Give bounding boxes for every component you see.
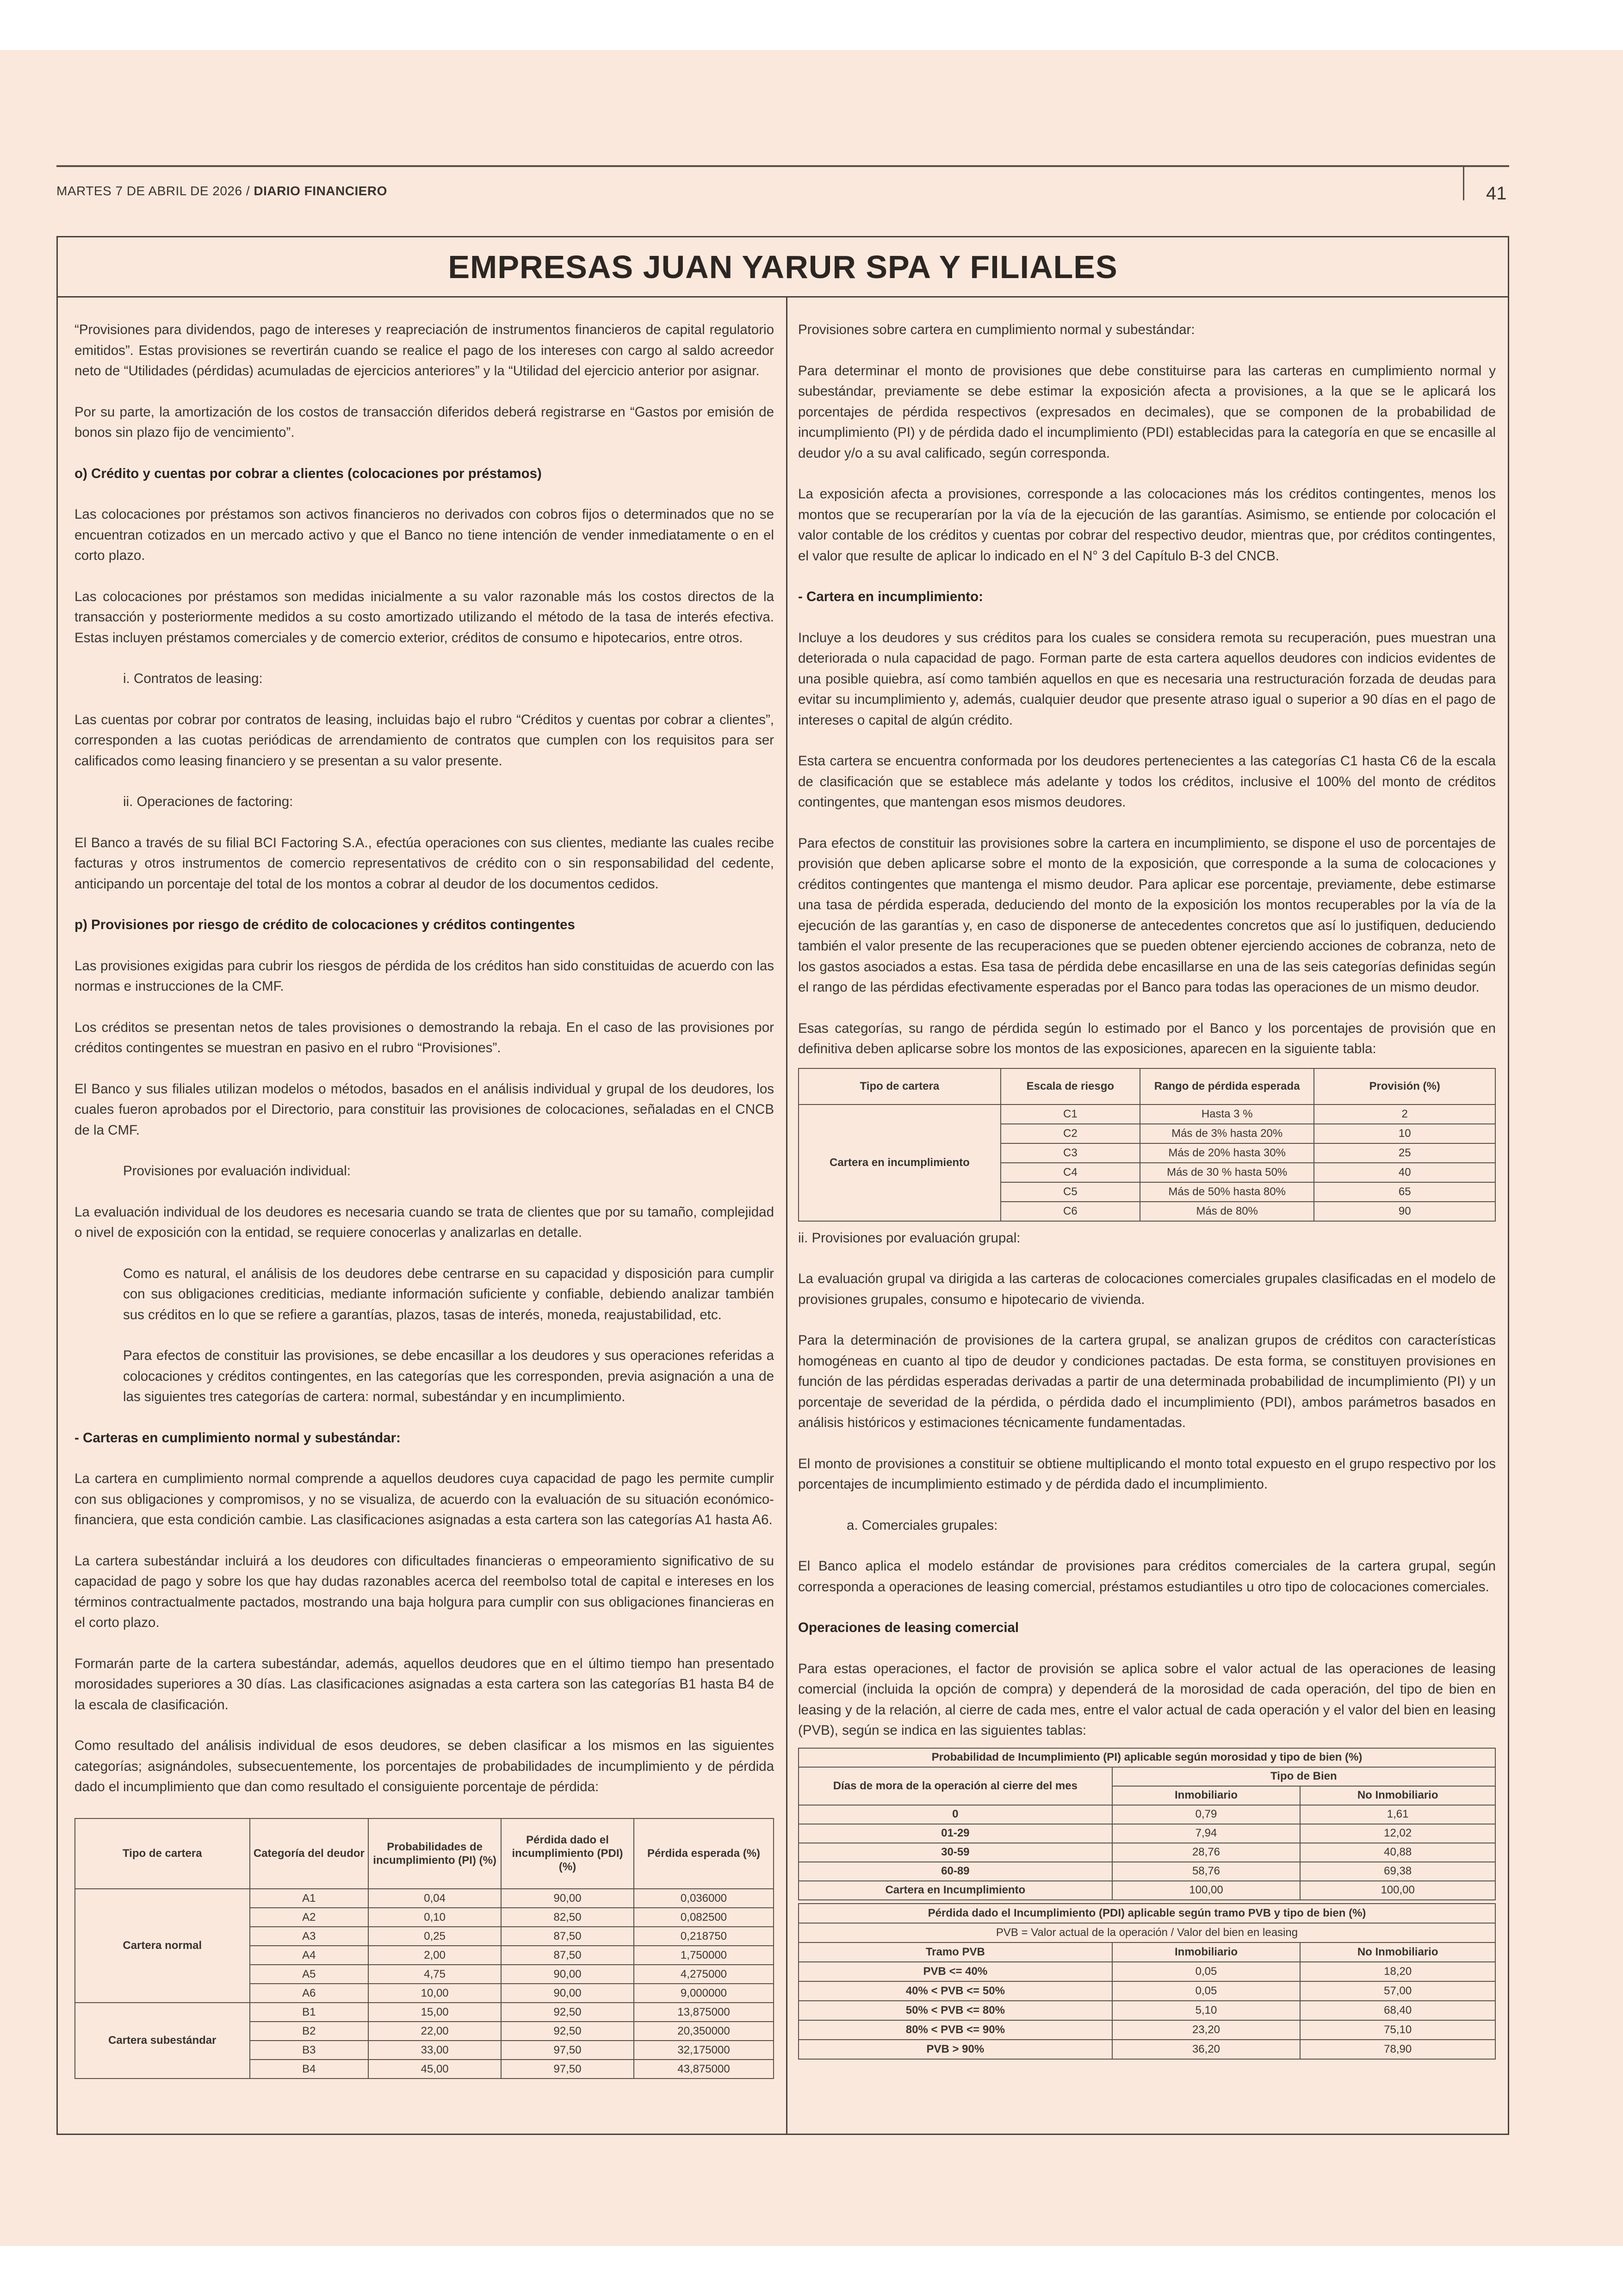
- table-cell: C4: [1001, 1163, 1140, 1182]
- table-row: [799, 1824, 1495, 1843]
- table-cell: 75,10: [1300, 2020, 1495, 2040]
- table-cell: 0,082500: [634, 1908, 774, 1927]
- section-heading-o: o) Crédito y cuentas por cobrar a clientes (colocaciones por préstamos): [74, 465, 542, 481]
- table-cell: 5,10: [1112, 2001, 1301, 2020]
- table-header: Tipo de cartera: [799, 1068, 1001, 1105]
- table-cell: 23,20: [1112, 2020, 1301, 2040]
- table-row: [799, 1105, 1495, 1124]
- table-cell: 28,76: [1112, 1843, 1301, 1862]
- table-cell: 43,875000: [634, 2060, 774, 2079]
- paragraph: Para efectos de constituir las provisiones sobre la cartera en incumplimiento, se dispone el uso de porcentajes de provisión que deben aplicarse sobre el monto de la exposición, que corresponde a la suma de colocaciones y créditos contingentes que mantenga el mismo deudor. Para aplicar ese porcentaje, previamente, debe estimarse una tasa de pérdida esperada, deduciendo del monto de la exposición los montos recuperables por la vía de la ejecución de las garantías y, en caso de disponerse de antecedentes concretos que así lo justifiquen, deduciendo también el valor presente de las recuperaciones que se pueden obtener ejerciendo acciones de cobranza, neto de los gastos asociados a estas. Esa tasa de pérdida debe encasillarse en una de las seis categorías definidas según el rango de las pérdidas efectivamente esperadas por el Banco para todas las operaciones de un mismo deudor.: [798, 835, 1496, 995]
- table-cell: 90,00: [501, 1965, 634, 1984]
- table-cell: 0,04: [368, 1889, 501, 1908]
- table-cell: 25: [1314, 1143, 1495, 1163]
- table-cell: 01-29: [799, 1824, 1112, 1843]
- table-cell: 0,05: [1112, 1962, 1301, 1981]
- table-header: Rango de pérdida esperada: [1140, 1068, 1314, 1105]
- pdi-table: [798, 1903, 1496, 2060]
- table-cell: 78,90: [1300, 2040, 1495, 2059]
- paragraph: Para determinar el monto de provisiones que debe constituirse para las carteras en cumplimiento normal y subestándar, previamente se debe estimar la exposición afecta a provisiones, a la que se le aplicará los porcentajes de pérdida respectivos (expresados en decimales), que se componen de la probabilidad de incumplimiento (PI) y de pérdida dado el incumplimiento (PDI) establecidas para la categoría en que se encasille al deudor y/o a su aval calificado, según corresponda.: [798, 363, 1496, 461]
- group-label: Cartera normal: [75, 1889, 250, 2003]
- table-cell: 1,61: [1300, 1805, 1495, 1824]
- paragraph: La exposición afecta a provisiones, corresponde a las colocaciones más los créditos contingentes, menos los montos que se recuperarían por la vía de la ejecución de las garantías. Asimismo, se entiende por colocación el valor contable de los créditos y cuentas por cobrar del respectivo deudor, mientras que, por créditos contingentes, el valor que resulte de aplicar lo indicado en el N° 3 del Capítulo B-3 del CNCB.: [798, 486, 1496, 564]
- paragraph: Las cuentas por cobrar por contratos de leasing, incluidas bajo el rubro “Créditos y cuentas por cobrar a clientes”, corresponden a las cuotas periódicas de arrendamiento de contratos que cumplen con los requisitos para ser calificados como leasing financiero y se presentan a su valor presente.: [74, 712, 774, 769]
- table-cell: 69,38: [1300, 1862, 1495, 1881]
- table-cell: 87,50: [501, 1946, 634, 1965]
- table-header-row: [75, 1818, 774, 1889]
- table-header: Pérdida esperada (%): [634, 1818, 774, 1889]
- table-row: [799, 1962, 1495, 1981]
- table-cell: Hasta 3 %: [1140, 1105, 1314, 1124]
- section-heading-normal-substandard: - Carteras en cumplimiento normal y subestándar:: [74, 1430, 401, 1446]
- paragraph: La evaluación individual de los deudores es necesaria cuando se trata de clientes que por su tamaño, complejidad o nivel de exposición con la entidad, se requiere conocerlas y analizarlas en detalle.: [74, 1204, 774, 1240]
- paragraph: El Banco y sus filiales utilizan modelos o métodos, basados en el análisis individual y grupal de los deudores, los cuales fueron aprobados por el Directorio, para constituir las provisiones de colocaciones, señaladas en el CNCB de la CMF.: [74, 1081, 774, 1138]
- table-cell: 22,00: [368, 2022, 501, 2041]
- table-cell: PVB <= 40%: [799, 1962, 1112, 1981]
- paragraph: Los créditos se presentan netos de tales provisiones o demostrando la rebaja. En el caso de las provisiones por créditos contingentes se muestran en pasivo en el rubro “Provisiones”.: [74, 1019, 774, 1055]
- table-header: Tramo PVB: [799, 1942, 1112, 1962]
- subsection-leasing: i. Contratos de leasing:: [123, 671, 263, 686]
- table-cell: 4,275000: [634, 1965, 774, 1984]
- table-cell: B1: [250, 2003, 369, 2022]
- paragraph: Esas categorías, su rango de pérdida según lo estimado por el Banco y los porcentajes de provisión que en definitiva deben aplicarse sobre los montos de las exposiciones, aparecen en la siguiente tabla:: [798, 1020, 1496, 1056]
- subsection-commercial: a. Comerciales grupales:: [847, 1517, 998, 1533]
- table-cell: 1,750000: [634, 1946, 774, 1965]
- table-formula: PVB = Valor actual de la operación / Valor del bien en leasing: [799, 1923, 1495, 1942]
- table-cell: 0,10: [368, 1908, 501, 1927]
- table-header: Tipo de cartera: [75, 1818, 250, 1889]
- right-column: [798, 320, 1496, 2060]
- table-cell: A3: [250, 1927, 369, 1946]
- paragraph: La cartera en cumplimiento normal comprende a aquellos deudores cuya capacidad de pago les permite cumplir con sus obligaciones y compromisos, y no se visualiza, de acuerdo con la evaluación de su situación económico-financiera, que esta condición cambie. Las clasificaciones asignadas a esta cartera son las categorías A1 hasta A6.: [74, 1471, 774, 1527]
- table-row: [75, 1889, 774, 1908]
- table-cell: Más de 80%: [1140, 1202, 1314, 1221]
- table-cell: 36,20: [1112, 2040, 1301, 2059]
- paragraph: Por su parte, la amortización de los costos de transacción diferidos deberá registrarse en “Gastos por emisión de bonos sin plazo fijo de vencimiento”.: [74, 404, 774, 440]
- section-heading-default: - Cartera en incumplimiento:: [798, 589, 983, 604]
- table-cell: C2: [1001, 1124, 1140, 1143]
- table-cell: 18,20: [1300, 1962, 1495, 1981]
- table-cell: 80% < PVB <= 90%: [799, 2020, 1112, 2040]
- table-cell: 40: [1314, 1163, 1495, 1182]
- table-cell: 97,50: [501, 2041, 634, 2060]
- table-cell: 90,00: [501, 1889, 634, 1908]
- header-publication: DIARIO FINANCIERO: [254, 184, 387, 198]
- table-cell: 0,05: [1112, 1981, 1301, 2001]
- table-cell: B2: [250, 2022, 369, 2041]
- section-heading-p: p) Provisiones por riesgo de crédito de colocaciones y créditos contingentes: [74, 917, 575, 932]
- table-title: Pérdida dado el Incumplimiento (PDI) aplicable según tramo PVB y tipo de bien (%): [799, 1904, 1495, 1923]
- paragraph: Como resultado del análisis individual de esos deudores, se deben clasificar a los mismos en las siguientes categorías; asignándoles, subsecuentemente, los porcentajes de probabilidades de incumplimiento y de pérdida dado el incumplimiento que dan como resultado el consiguiente porcentaje de pérdida:: [74, 1738, 774, 1794]
- table-title-row: [799, 1748, 1495, 1767]
- paragraph: La cartera subestándar incluirá a los deudores con dificultades financieras o empeoramiento significativo de su capacidad de pago y sobre los que hay dudas razonables acerca del reembolso total de capital e intereses en los términos contractualmente pactados, mostrando una baja holgura para cumplir con sus obligaciones financieras en el corto plazo.: [74, 1553, 774, 1630]
- table-cell: B4: [250, 2060, 369, 2079]
- paragraph: El monto de provisiones a constituir se obtiene multiplicando el monto total expuesto en el grupo respectivo por los porcentajes de incumplimiento estimado y de pérdida dado el incumplimiento.: [798, 1456, 1496, 1492]
- paragraph: Las provisiones exigidas para cubrir los riesgos de pérdida de los créditos han sido constituidas de acuerdo con las normas e instrucciones de la CMF.: [74, 958, 774, 994]
- table-cell: C1: [1001, 1105, 1140, 1124]
- pi-table: [798, 1748, 1496, 1900]
- table-cell: Más de 50% hasta 80%: [1140, 1182, 1314, 1202]
- table-cell: 40% < PVB <= 50%: [799, 1981, 1112, 2001]
- table-header: No Inmobiliario: [1300, 1942, 1495, 1962]
- table-cell: Cartera en Incumplimiento: [799, 1881, 1112, 1900]
- table-cell: 100,00: [1112, 1881, 1301, 1900]
- table-cell: 82,50: [501, 1908, 634, 1927]
- paragraph: Incluye a los deudores y sus créditos para los cuales se considera remota su recuperación, pues muestran una deteriorada o nula capacidad de pago. Forman parte de esta cartera aquellos deudores con indicios evidentes de una posible quiebra, así como también aquellos en que es necesaria una restructuración forzada de deudas para evitar su incumplimiento y, además, cualquier deudor que presente atraso igual o superior a 90 días en el pago de intereses o capital de algún crédito.: [798, 630, 1496, 728]
- paragraph: Para estas operaciones, el factor de provisión se aplica sobre el valor actual de las operaciones de leasing comercial (incluida la opción de compra) y dependerá de la morosidad de cada operación, del tipo de bien en leasing y de la relación, al cierre de cada mes, entre el valor actual de cada operación y el valor del bien en leasing (PVB), según se indica en las siguientes tablas:: [798, 1661, 1496, 1738]
- left-column: [74, 320, 774, 2079]
- notice-title: EMPRESAS JUAN YARUR SPA Y FILIALES: [448, 248, 1118, 285]
- table-cell: B3: [250, 2041, 369, 2060]
- table-cell: 7,94: [1112, 1824, 1301, 1843]
- table-cell: 0,036000: [634, 1889, 774, 1908]
- paragraph: Formarán parte de la cartera subestándar, además, aquellos deudores que en el último tiempo han presentado morosidades superiores a 30 días. Las clasificaciones asignadas a esta cartera son las categorías B1 hasta B4 de la escala de clasificación.: [74, 1656, 774, 1713]
- paragraph: Provisiones sobre cartera en cumplimiento normal y subestándar:: [798, 322, 1195, 337]
- table-row: [75, 2003, 774, 2022]
- table-row: [799, 1981, 1495, 2001]
- paragraph: “Provisiones para dividendos, pago de intereses y reapreciación de instrumentos financieros de capital regulatorio emitidos”. Estas provisiones se revertirán cuando se realice el pago de los intereses con cargo al saldo acreedor neto de “Utilidades (pérdidas) acumuladas de ejercicios anteriores” y la “Utilidad del ejercicio anterior por asignar.: [74, 322, 774, 379]
- table-header: Provisión (%): [1314, 1068, 1495, 1105]
- header-dateline: MARTES 7 DE ABRIL DE 2026 / DIARIO FINANCIERO: [56, 184, 387, 198]
- column-divider: [786, 298, 787, 2134]
- table-row: [799, 1805, 1495, 1824]
- table-cell: 0,25: [368, 1927, 501, 1946]
- table-cell: 40,88: [1300, 1843, 1495, 1862]
- table-cell: Más de 3% hasta 20%: [1140, 1124, 1314, 1143]
- paragraph: El Banco a través de su filial BCI Factoring S.A., efectúa operaciones con sus clientes, mediante las cuales recibe facturas y otros instrumentos de comercio representativos de crédito con o sin responsabilidad del cedente, anticipando un porcentaje del total de los montos a cobrar al deudor de los documentos cedidos.: [74, 835, 774, 892]
- paragraph: Las colocaciones por préstamos son activos financieros no derivados con cobros fijos o determinados que no se encuentran cotizados en un mercado activo y que el Banco no tiene intención de vender inmediatamente o en el corto plazo.: [74, 507, 774, 563]
- table-cell: Más de 20% hasta 30%: [1140, 1143, 1314, 1163]
- page-number: 41: [1486, 183, 1507, 204]
- table-cell: 45,00: [368, 2060, 501, 2079]
- table-cell: 0: [799, 1805, 1112, 1824]
- table-cell: 68,40: [1300, 2001, 1495, 2020]
- paragraph: La evaluación grupal va dirigida a las carteras de colocaciones comerciales grupales clasificadas en el modelo de provisiones grupales, consumo e hipotecario de vivienda.: [798, 1271, 1496, 1307]
- table-header: Probabilidades de incumplimiento (PI) (%): [368, 1818, 501, 1889]
- table-cell: 10,00: [368, 1984, 501, 2003]
- title-bar: [58, 237, 1508, 298]
- table-cell: 0,79: [1112, 1805, 1301, 1824]
- table-cell: 57,00: [1300, 1981, 1495, 2001]
- notice-frame: [56, 236, 1509, 2135]
- subsection-individual: Provisiones por evaluación individual:: [123, 1163, 351, 1179]
- table-cell: 20,350000: [634, 2022, 774, 2041]
- table-header: Categoría del deudor: [250, 1818, 369, 1889]
- table-cell: 50% < PVB <= 80%: [799, 2001, 1112, 2020]
- table-cell: A1: [250, 1889, 369, 1908]
- table-row: [799, 2040, 1495, 2059]
- section-heading-leasing: Operaciones de leasing comercial: [798, 1620, 1019, 1635]
- table-cell: 10: [1314, 1124, 1495, 1143]
- table-title-row: [799, 1904, 1495, 1923]
- table-header-row: [799, 1767, 1495, 1786]
- table-cell: PVB > 90%: [799, 2040, 1112, 2059]
- table-cell: 15,00: [368, 2003, 501, 2022]
- table-cell: 0,218750: [634, 1927, 774, 1946]
- table-cell: 58,76: [1112, 1862, 1301, 1881]
- table-header: No Inmobiliario: [1300, 1786, 1495, 1805]
- table-cell: 90,00: [501, 1984, 634, 2003]
- table-row: [799, 2020, 1495, 2040]
- table-cell: 33,00: [368, 2041, 501, 2060]
- table-formula-row: [799, 1923, 1495, 1942]
- header-date: MARTES 7 DE ABRIL DE 2026: [56, 184, 242, 198]
- group-label: Cartera en incumplimiento: [799, 1105, 1001, 1221]
- table-cell: A2: [250, 1908, 369, 1927]
- table-header-row: [799, 1942, 1495, 1962]
- table-cell: 92,50: [501, 2003, 634, 2022]
- table-cell: C3: [1001, 1143, 1140, 1163]
- table-cell: A5: [250, 1965, 369, 1984]
- table-cell: 32,175000: [634, 2041, 774, 2060]
- masthead-rule: [56, 165, 1509, 167]
- table-cell: 2,00: [368, 1946, 501, 1965]
- table-cell: 87,50: [501, 1927, 634, 1946]
- table-cell: 60-89: [799, 1862, 1112, 1881]
- table-cell: C6: [1001, 1202, 1140, 1221]
- paragraph: El Banco aplica el modelo estándar de provisiones para créditos comerciales de la cartera grupal, según corresponda a operaciones de leasing comercial, préstamos estudiantiles u otro tipo de colocaciones comerciales.: [798, 1558, 1496, 1595]
- table-row: [799, 1881, 1495, 1900]
- table-title: Probabilidad de Incumplimiento (PI) aplicable según morosidad y tipo de bien (%): [799, 1748, 1495, 1767]
- table-cell: 12,02: [1300, 1824, 1495, 1843]
- table-header: Pérdida dado el incumplimiento (PDI) (%): [501, 1818, 634, 1889]
- table-cell: 30-59: [799, 1843, 1112, 1862]
- expected-loss-table: [74, 1818, 774, 2079]
- paragraph: Como es natural, el análisis de los deudores debe centrarse en su capacidad y disposición para cumplir con sus obligaciones crediticias, mediante información suficiente y confiable, debiendo analizar también sus créditos en lo que se refiere a garantías, plazos, tasas de interés, moneda, reajustabilidad, etc.: [123, 1266, 774, 1322]
- table-header-row: [799, 1068, 1495, 1105]
- table-cell: 4,75: [368, 1965, 501, 1984]
- table-row: [799, 2001, 1495, 2020]
- table-cell: 65: [1314, 1182, 1495, 1202]
- table-cell: 2: [1314, 1105, 1495, 1124]
- table-cell: Más de 30 % hasta 50%: [1140, 1163, 1314, 1182]
- table-cell: C5: [1001, 1182, 1140, 1202]
- table-row: [799, 1862, 1495, 1881]
- table-header: Inmobiliario: [1112, 1942, 1301, 1962]
- paragraph: Para la determinación de provisiones de la cartera grupal, se analizan grupos de créditos con características homogéneas en cuanto al tipo de deudor y condiciones pactadas. De esta forma, se constituyen provisiones en función de las pérdidas esperadas derivadas a partir de una determinada probabilidad de incumplimiento (PI) y un porcentaje de severidad de la pérdida, o pérdida dado el incumplimiento (PDI), ambos parámetros basados en análisis históricos y estimaciones técnicamente fundamentadas.: [798, 1333, 1496, 1430]
- paragraph: Las colocaciones por préstamos son medidas inicialmente a su valor razonable más los costos directos de la transacción y posteriormente medidos a su costo amortizado utilizando el método de la tasa de interés efectiva. Estas incluyen préstamos comerciales y de comercio exterior, créditos de consumo e hipotecarios, entre otros.: [74, 589, 774, 645]
- header-divider: [1463, 165, 1464, 200]
- table-cell: 90: [1314, 1202, 1495, 1221]
- table-header: Escala de riesgo: [1001, 1068, 1140, 1105]
- table-cell: 92,50: [501, 2022, 634, 2041]
- subsection-group-evaluation: ii. Provisiones por evaluación grupal:: [798, 1230, 1021, 1246]
- table-header: Tipo de Bien: [1112, 1767, 1495, 1786]
- table-cell: 100,00: [1300, 1881, 1495, 1900]
- table-cell: 97,50: [501, 2060, 634, 2079]
- table-cell: 13,875000: [634, 2003, 774, 2022]
- table-header: Inmobiliario: [1112, 1786, 1301, 1805]
- table-cell: 9,000000: [634, 1984, 774, 2003]
- paragraph: Para efectos de constituir las provisiones, se debe encasillar a los deudores y sus operaciones referidas a colocaciones y créditos contingentes, en las categorías que les corresponden, previa asignación a una de las siguientes tres categorías de cartera: normal, subestándar y en incumplimiento.: [123, 1348, 774, 1404]
- paragraph: Esta cartera se encuentra conformada por los deudores pertenecientes a las categorías C1 hasta C6 de la escala de clasificación que se establece más adelante y todos los créditos, inclusive el 100% del monto de créditos contingentes, que mantengan esos mismos deudores.: [798, 753, 1496, 810]
- table-cell: A6: [250, 1984, 369, 2003]
- subsection-factoring: ii. Operaciones de factoring:: [123, 794, 293, 809]
- table-row: [799, 1843, 1495, 1862]
- table-header: Días de mora de la operación al cierre del mes: [799, 1767, 1112, 1805]
- default-portfolio-table: [798, 1068, 1496, 1222]
- table-cell: A4: [250, 1946, 369, 1965]
- group-label: Cartera subestándar: [75, 2003, 250, 2079]
